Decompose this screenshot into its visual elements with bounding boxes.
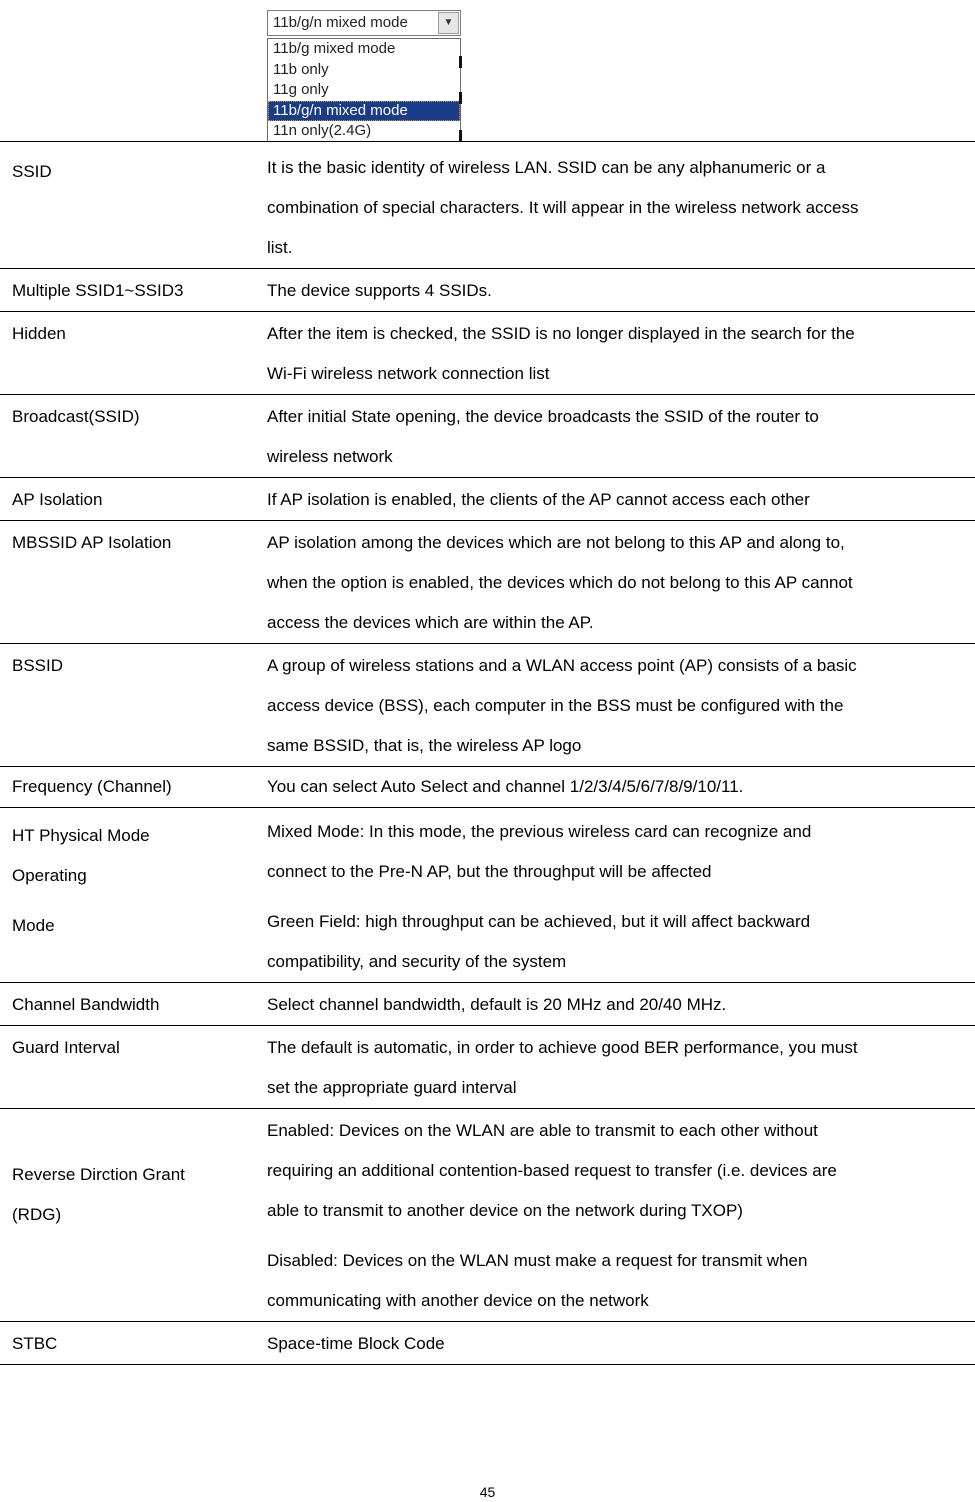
parameter-description — [267, 767, 975, 807]
description-line: set the appropriate guard interval — [267, 1078, 517, 1097]
parameter-description-table — [0, 141, 975, 1365]
parameter-name — [12, 480, 252, 520]
parameter-description — [267, 1109, 975, 1321]
wireless-mode-option[interactable]: 11n only(2.4G) — [273, 122, 372, 140]
description-line: Green Field: high throughput can be achieved, but it will affect backward — [267, 912, 811, 931]
wireless-mode-options-list — [267, 38, 461, 142]
description-line: connect to the Pre-N AP, but the throughput will be affected — [267, 862, 712, 881]
description-paragraph — [267, 812, 967, 892]
wireless-mode-option-selected[interactable]: 11b/g/n mixed mode — [268, 101, 460, 122]
description-line: combination of special characters. It will appear in the wireless network access — [267, 198, 859, 217]
parameter-description — [267, 1026, 975, 1108]
table-row — [0, 268, 975, 311]
parameter-description — [267, 269, 975, 311]
parameter-name-line: BSSID — [12, 656, 64, 675]
description-paragraph — [267, 523, 967, 643]
list-border-mark — [459, 56, 462, 68]
table-row — [0, 520, 975, 643]
description-paragraph — [267, 1241, 967, 1321]
parameter-name-line: Mode — [12, 916, 55, 935]
parameter-description — [267, 312, 975, 394]
description-line: requiring an additional contention-based request to transfer (i.e. devices are — [267, 1161, 837, 1180]
page-number: 45 — [479, 1484, 496, 1500]
parameter-name-line: Broadcast(SSID) — [12, 407, 140, 426]
description-line: able to transmit to another device on the network during TXOP) — [267, 1201, 743, 1220]
table-row — [0, 766, 975, 807]
description-paragraph — [267, 314, 967, 394]
parameter-description — [267, 395, 975, 477]
wireless-mode-dropdown-screenshot — [267, 8, 463, 142]
table-row — [0, 807, 975, 982]
parameter-name-line: HT Physical Mode — [12, 826, 150, 845]
description-line: Disabled: Devices on the WLAN must make a request for transmit when — [267, 1251, 808, 1270]
description-line: A group of wireless stations and a WLAN access point (AP) consists of a basic — [267, 656, 857, 675]
table-row — [0, 982, 975, 1025]
description-line: If AP isolation is enabled, the clients of the AP cannot access each other — [267, 490, 810, 509]
description-line: wireless network — [267, 447, 393, 466]
description-line: when the option is enabled, the devices which do not belong to this AP cannot — [267, 573, 853, 592]
parameter-description — [267, 808, 975, 982]
description-line: communicating with another device on the network — [267, 1291, 649, 1310]
parameter-name — [12, 1028, 252, 1068]
parameter-name-line: Operating — [12, 866, 87, 885]
parameter-name-line: SSID — [12, 162, 52, 181]
description-paragraph — [267, 1028, 967, 1108]
description-line: Mixed Mode: In this mode, the previous wireless card can recognize and — [267, 822, 812, 841]
dropdown-arrow-icon[interactable]: ▼ — [438, 12, 459, 34]
description-line: After the item is checked, the SSID is no longer displayed in the search for the — [267, 324, 855, 343]
parameter-name — [12, 767, 252, 807]
description-paragraph — [267, 985, 967, 1025]
description-paragraph — [267, 148, 967, 268]
table-row — [0, 311, 975, 394]
parameter-name — [12, 397, 252, 437]
parameter-name-line: Frequency (Channel) — [12, 777, 172, 796]
description-line: access the devices which are within the AP. — [267, 613, 594, 632]
table-row — [0, 1321, 975, 1365]
parameter-description — [267, 644, 975, 766]
parameter-name — [12, 646, 252, 686]
table-row — [0, 1025, 975, 1108]
description-line: Enabled: Devices on the WLAN are able to transmit to each other without — [267, 1121, 818, 1140]
parameter-name — [12, 1324, 252, 1364]
description-paragraph — [267, 480, 967, 520]
parameter-name-line: Channel Bandwidth — [12, 995, 160, 1014]
description-line: Wi-Fi wireless network connection list — [267, 364, 550, 383]
description-line: The default is automatic, in order to achieve good BER performance, you must — [267, 1038, 858, 1057]
parameter-name-line: Multiple SSID1~SSID3 — [12, 281, 184, 300]
wireless-mode-option[interactable]: 11g only — [273, 81, 329, 99]
parameter-name — [12, 816, 252, 946]
wireless-mode-selected-value: 11b/g/n mixed mode — [273, 14, 408, 31]
table-row — [0, 394, 975, 477]
description-paragraph — [267, 1111, 967, 1231]
parameter-name — [12, 985, 252, 1025]
parameter-name-line: Hidden — [12, 324, 66, 343]
description-paragraph — [267, 902, 967, 982]
parameter-name — [12, 271, 252, 311]
description-line: Select channel bandwidth, default is 20 MHz and 20/40 MHz. — [267, 995, 727, 1014]
table-row — [0, 141, 975, 268]
description-line: It is the basic identity of wireless LAN. SSID can be any alphanumeric or a — [267, 158, 826, 177]
parameter-description — [267, 1322, 975, 1364]
wireless-mode-option[interactable]: 11b only — [273, 60, 329, 78]
description-paragraph — [267, 1324, 967, 1364]
parameter-name — [12, 523, 252, 563]
wireless-mode-select[interactable] — [267, 10, 461, 36]
parameter-name — [12, 152, 252, 192]
description-line: access device (BSS), each computer in the BSS must be configured with the — [267, 696, 844, 715]
parameter-name — [12, 1155, 252, 1235]
description-paragraph — [267, 646, 967, 766]
parameter-name-line: Reverse Dirction Grant — [12, 1165, 185, 1184]
parameter-name-line: MBSSID AP Isolation — [12, 533, 172, 552]
parameter-name-line: AP Isolation — [12, 490, 103, 509]
parameter-description — [267, 478, 975, 520]
description-line: Space-time Block Code — [267, 1334, 445, 1353]
parameter-description — [267, 142, 975, 268]
parameter-name-line: STBC — [12, 1334, 58, 1353]
parameter-name-line: Guard Interval — [12, 1038, 120, 1057]
parameter-description — [267, 983, 975, 1025]
description-line: compatibility, and security of the system — [267, 952, 567, 971]
parameter-name-line: (RDG) — [12, 1205, 62, 1224]
table-row — [0, 1108, 975, 1321]
description-line: You can select Auto Select and channel 1/2/3/4/5/6/7/8/9/10/11. — [267, 777, 744, 796]
description-line: AP isolation among the devices which are not belong to this AP and along to, — [267, 533, 845, 552]
description-paragraph — [267, 397, 967, 477]
description-line: The device supports 4 SSIDs. — [267, 281, 492, 300]
description-paragraph — [267, 271, 967, 311]
description-paragraph — [267, 767, 967, 807]
list-border-mark — [459, 92, 462, 104]
parameter-name — [12, 314, 252, 354]
description-line: list. — [267, 238, 293, 257]
table-row — [0, 643, 975, 766]
table-row — [0, 477, 975, 520]
wireless-mode-option[interactable]: 11b/g mixed mode — [273, 40, 396, 57]
description-line: same BSSID, that is, the wireless AP logo — [267, 736, 582, 755]
description-line: After initial State opening, the device broadcasts the SSID of the router to — [267, 407, 819, 426]
parameter-description — [267, 521, 975, 643]
